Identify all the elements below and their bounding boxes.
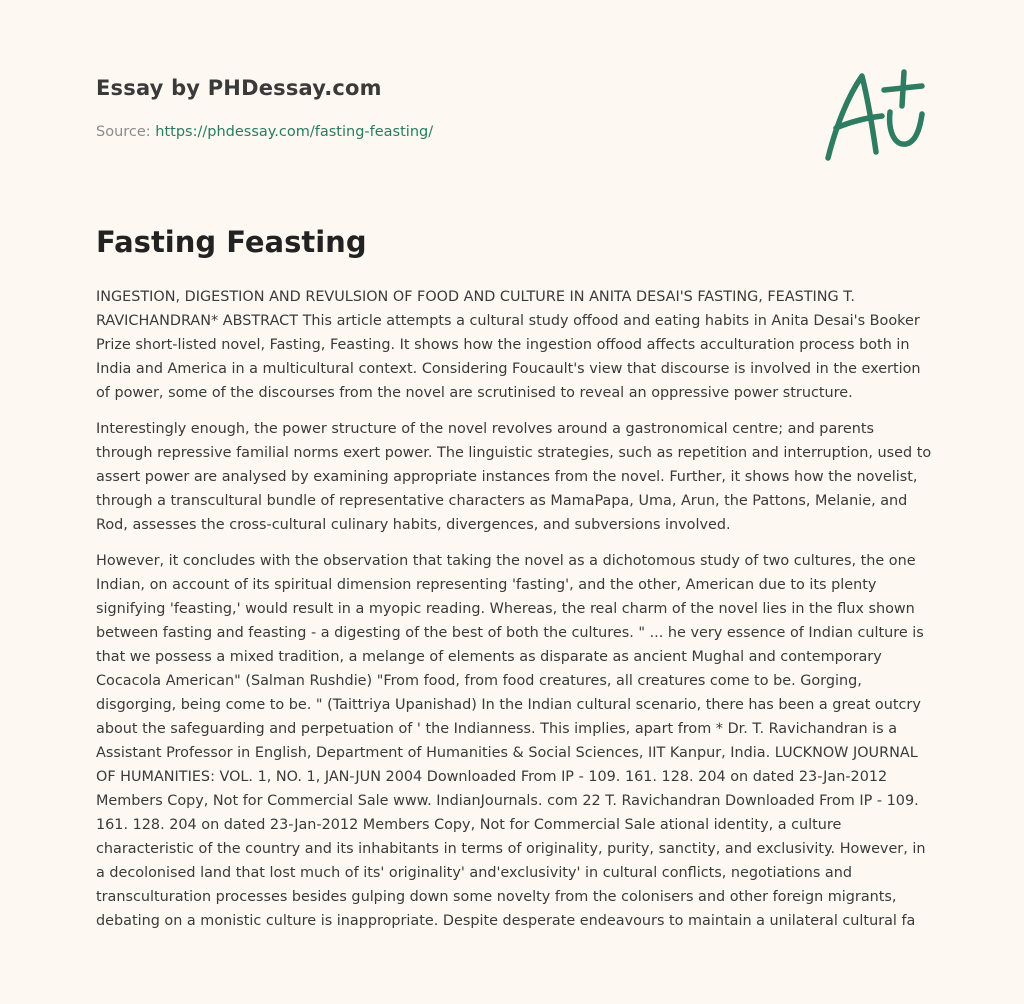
- essay-paragraph: INGESTION, DIGESTION AND REVULSION OF FOOD AND CULTURE IN ANITA DESAI'S FASTING, FEASTING T. RAVICHANDRAN* ABSTRACT This article attempts a cultural study offood and eating habits in Anita Desai's Booker Prize short-listed novel, Fasting, Feasting. It shows how the ingestion offood affects acculturation process both in India and America in a multicultural context. Considering Foucault's view that discourse is involved in the exertion of power, some of the discourses from the novel are scrutinised to reveal an oppressive power structure.: [96, 289, 921, 401]
- essay-title: Fasting Feasting: [96, 225, 367, 259]
- source-label: Source:: [96, 124, 151, 140]
- source-line: [96, 124, 433, 140]
- essay-paragraph: However, it concludes with the observation that taking the novel as a dichotomous study of two cultures, the one Indian, on account of its spiritual dimension representing 'fasting', and the other, American due to its plenty signifying 'feasting,' would result in a myopic reading. Whereas, the real charm of the novel lies in the flux shown between fasting and feasting - a digesting of the best of both the cultures. " ... he very essence of Indian culture is that we possess a mixed tradition, a melange of elements as disparate as ancient Mughal and contemporary Cocacola American" (Salman Rushdie) "From food, from food creatures, all creatures come to be. Gorging, disgorging, being come to be. " (Taittriya Upanishad) In the Indian cultural scenario, there has been a great outcry about the safeguarding and perpetuation of ' the Indianness. This implies, apart from * Dr. T. Ravichandran is a Assistant Professor in English, Department of Humanities & Social Sciences, IIT Kanpur, India. LUCKNOW JOURNAL OF HUMANITIES: VOL. 1, NO. 1, JAN-JUN 2004 Downloaded From IP - 109. 161. 128. 204 on dated 23-Jan-2012 Members Copy, Not for Commercial Sale www. IndianJournals. com 22 T. Ravichandran Downloaded From IP - 109. 161. 128. 204 on dated 23-Jan-2012 Members Copy, Not for Commercial Sale ational identity, a culture characteristic of the country and its inhabitants in terms of originality, purity, sanctity, and exclusivity. However, in a decolonised land that lost much of its' originality' and'exclusivity' in cultural conflicts, negotiations and transculturation processes besides gulping down some novelty from the colonisers and other foreign migrants, debating on a monistic culture is inappropriate. Despite desperate endeavours to maintain a unilateral cultural fa: [96, 553, 926, 929]
- source-link[interactable]: https://phdessay.com/fasting-feasting/: [155, 124, 434, 140]
- brand-title: Essay by PHDessay.com: [96, 76, 382, 100]
- essay-paragraph: Interestingly enough, the power structure of the novel revolves around a gastronomical centre; and parents through repressive familial norms exert power. The linguistic strategies, such as repetition and interruption, used to assert power are analysed by examining appropriate instances from the novel. Further, it shows how the novelist, through a transcultural bundle of representative characters as MamaPapa, Uma, Arun, the Pattons, Melanie, and Rod, assesses the cross-cultural culinary habits, divergences, and subversions involved.: [96, 421, 932, 533]
- essay-body: [96, 285, 932, 945]
- a-plus-logo-icon: [818, 66, 930, 170]
